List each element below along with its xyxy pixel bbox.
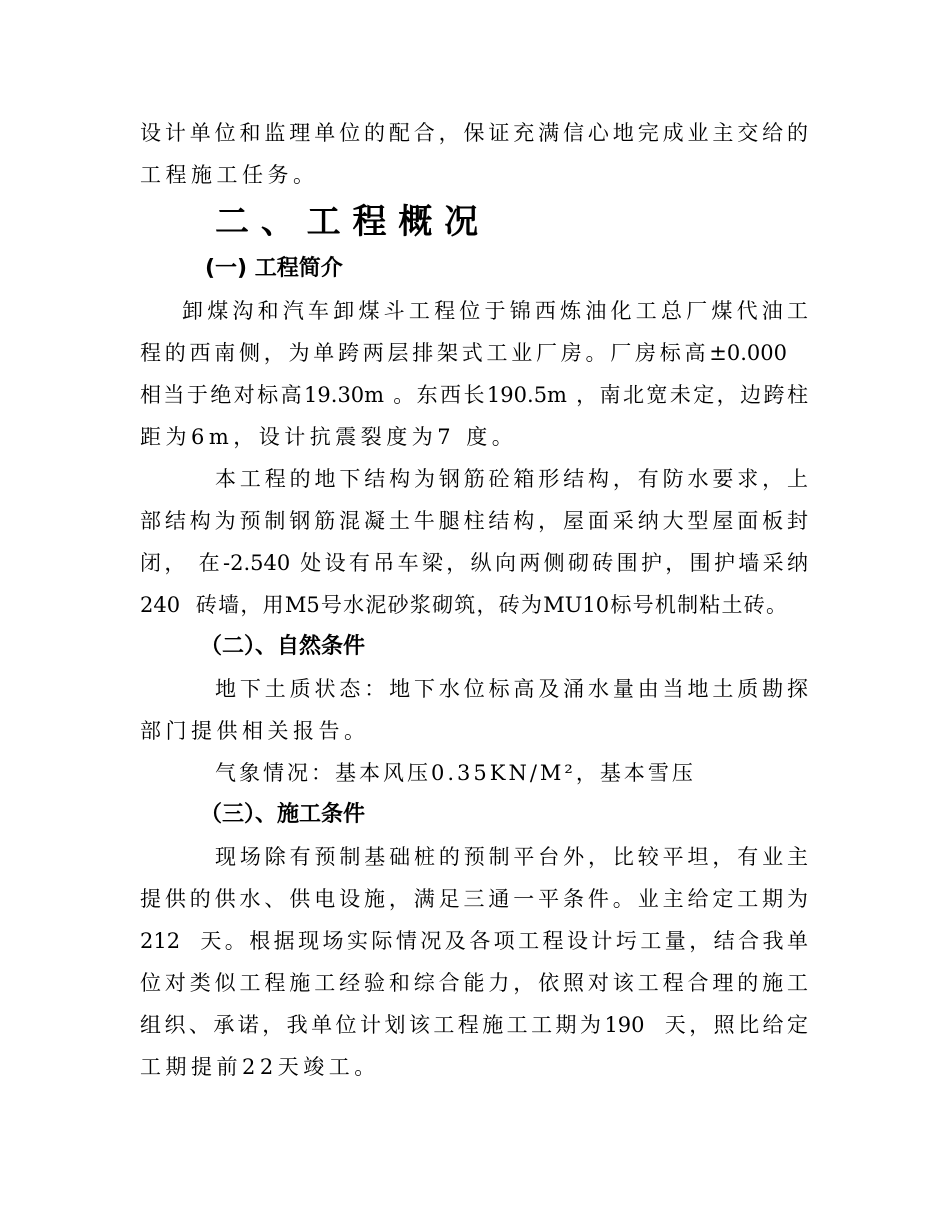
intro-paragraph	[140, 112, 808, 196]
text-line: 工期提前22天竣工。	[140, 1055, 380, 1079]
text-line: 程的西南侧，为单跨两层排架式工业厂房。厂房标高±0.000	[140, 341, 787, 365]
paragraph	[140, 668, 808, 752]
text-line: 现场除有预制基础桩的预制平台外，比较平坦，有业主	[215, 845, 808, 869]
text-line: 工程施工任务。	[140, 163, 319, 187]
text-line: 距为6m，设计抗震裂度为7 度。	[140, 425, 518, 449]
section-heading: 二 、 工 程 概 况	[215, 202, 479, 242]
text-line: 相当于绝对标高19.30m 。东西长190.5m ，南北宽未定，边跨柱	[140, 383, 808, 407]
text-line: 组织、承诺，我单位计划该工程施工工期为190 天，照比给定	[140, 1013, 808, 1037]
subsection-heading: (一) 工程简介	[205, 256, 343, 281]
paragraph	[140, 752, 808, 794]
text-line: 部门提供相关报告。	[140, 719, 370, 743]
paragraph	[140, 290, 808, 458]
text-line: 240 砖墙，用M5号水泥砂浆砌筑，砖为MU10标号机制粘土砖。	[140, 593, 787, 617]
paragraph	[140, 836, 808, 1088]
subsection-heading: （三）、施工条件	[200, 802, 366, 827]
text-line: 提供的供水、供电设施，满足三通一平条件。业主给定工期为	[140, 887, 808, 911]
subsection-heading: （二）、自然条件	[200, 634, 366, 659]
text-line: 位对类似工程施工经验和综合能力，依照对该工程合理的施工	[140, 971, 808, 995]
text-line: 部结构为预制钢筋混凝土牛腿柱结构，屋面采纳大型屋面板封	[140, 509, 808, 533]
text-line: 212 天。根据现场实际情况及各项工程设计圬工量，结合我单	[140, 929, 808, 953]
text-line: 卸煤沟和汽车卸煤斗工程位于锦西炼油化工总厂煤代油工	[182, 299, 808, 323]
paragraph	[140, 458, 808, 626]
text-line: 地下土质状态：地下水位标高及涌水量由当地土质勘探	[215, 677, 808, 701]
document-page	[140, 112, 808, 1088]
text-line: 本工程的地下结构为钢筋砼箱形结构，有防水要求，上	[215, 467, 808, 491]
text-line: 设计单位和监理单位的配合，保证充满信心地完成业主交给的	[140, 121, 808, 145]
text-line: 闭， 在-2.540 处设有吊车梁，纵向两侧砌砖围护，围护墙采纳	[140, 551, 808, 575]
text-line: 气象情况：基本风压0.35KN/M²，基本雪压	[215, 761, 696, 785]
